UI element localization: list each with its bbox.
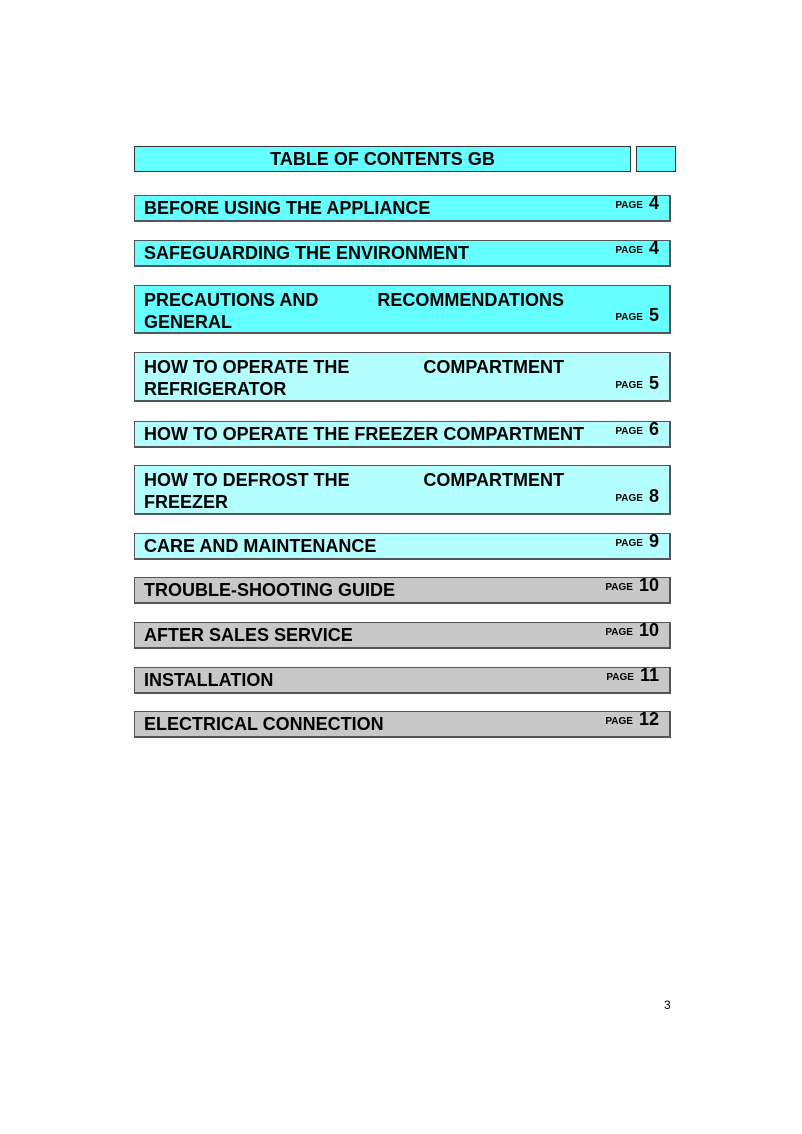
toc-entry-freezer-compartment[interactable] (134, 421, 671, 448)
toc-entry-page: PAGE 11 (606, 665, 659, 685)
toc-entry-precautions[interactable] (134, 285, 671, 334)
page-number: 3 (664, 998, 671, 1012)
toc-entry-title: HOW TO OPERATE THE REFRIGERATOR COMPARTMENT (144, 357, 564, 399)
toc-title: TABLE OF CONTENTS GB (270, 148, 495, 169)
toc-entry-safeguarding-environment[interactable] (134, 240, 671, 267)
toc-entry-title: BEFORE USING THE APPLIANCE (144, 197, 431, 218)
toc-entry-care-maintenance[interactable] (134, 533, 671, 560)
toc-entry-page: PAGE 4 (615, 238, 659, 258)
toc-entry-defrost-freezer[interactable] (134, 465, 671, 515)
toc-entry-title: SAFEGUARDING THE ENVIRONMENT (144, 242, 470, 263)
toc-entry-refrigerator-compartment[interactable] (134, 352, 671, 402)
toc-entry-page: PAGE 12 (605, 709, 659, 729)
toc-entry-page: PAGE 8 (615, 486, 659, 506)
toc-entry-page: PAGE 5 (615, 305, 659, 325)
toc-entry-page: PAGE 5 (615, 373, 659, 393)
toc-entry-page: PAGE 10 (605, 620, 659, 640)
toc-entry-trouble-shooting[interactable] (134, 577, 671, 604)
toc-entry-after-sales[interactable] (134, 622, 671, 649)
toc-entry-page: PAGE 4 (615, 193, 659, 213)
toc-entry-electrical-connection[interactable] (134, 711, 671, 738)
toc-header (134, 146, 631, 172)
toc-entry-title: CARE AND MAINTENANCE (144, 535, 377, 556)
toc-entry-page: PAGE 10 (605, 575, 659, 595)
toc-entry-installation[interactable] (134, 667, 671, 694)
toc-entry-before-using[interactable] (134, 195, 671, 222)
toc-entry-title: HOW TO DEFROST THE FREEZER COMPARTMENT (144, 470, 564, 512)
toc-entry-page: PAGE 9 (615, 531, 659, 551)
toc-entry-title: INSTALLATION (144, 669, 274, 690)
toc-entry-title: ELECTRICAL CONNECTION (144, 713, 384, 734)
toc-entry-title: AFTER SALES SERVICE (144, 624, 353, 645)
toc-entry-title: TROUBLE-SHOOTING GUIDE (144, 579, 395, 600)
toc-entry-title: PRECAUTIONS AND GENERAL RECOMMENDATIONS (144, 290, 564, 332)
toc-entry-title: HOW TO OPERATE THE FREEZER COMPARTMENT (144, 423, 584, 444)
toc-header-side-box (636, 146, 676, 172)
toc-entry-page: PAGE 6 (615, 419, 659, 439)
